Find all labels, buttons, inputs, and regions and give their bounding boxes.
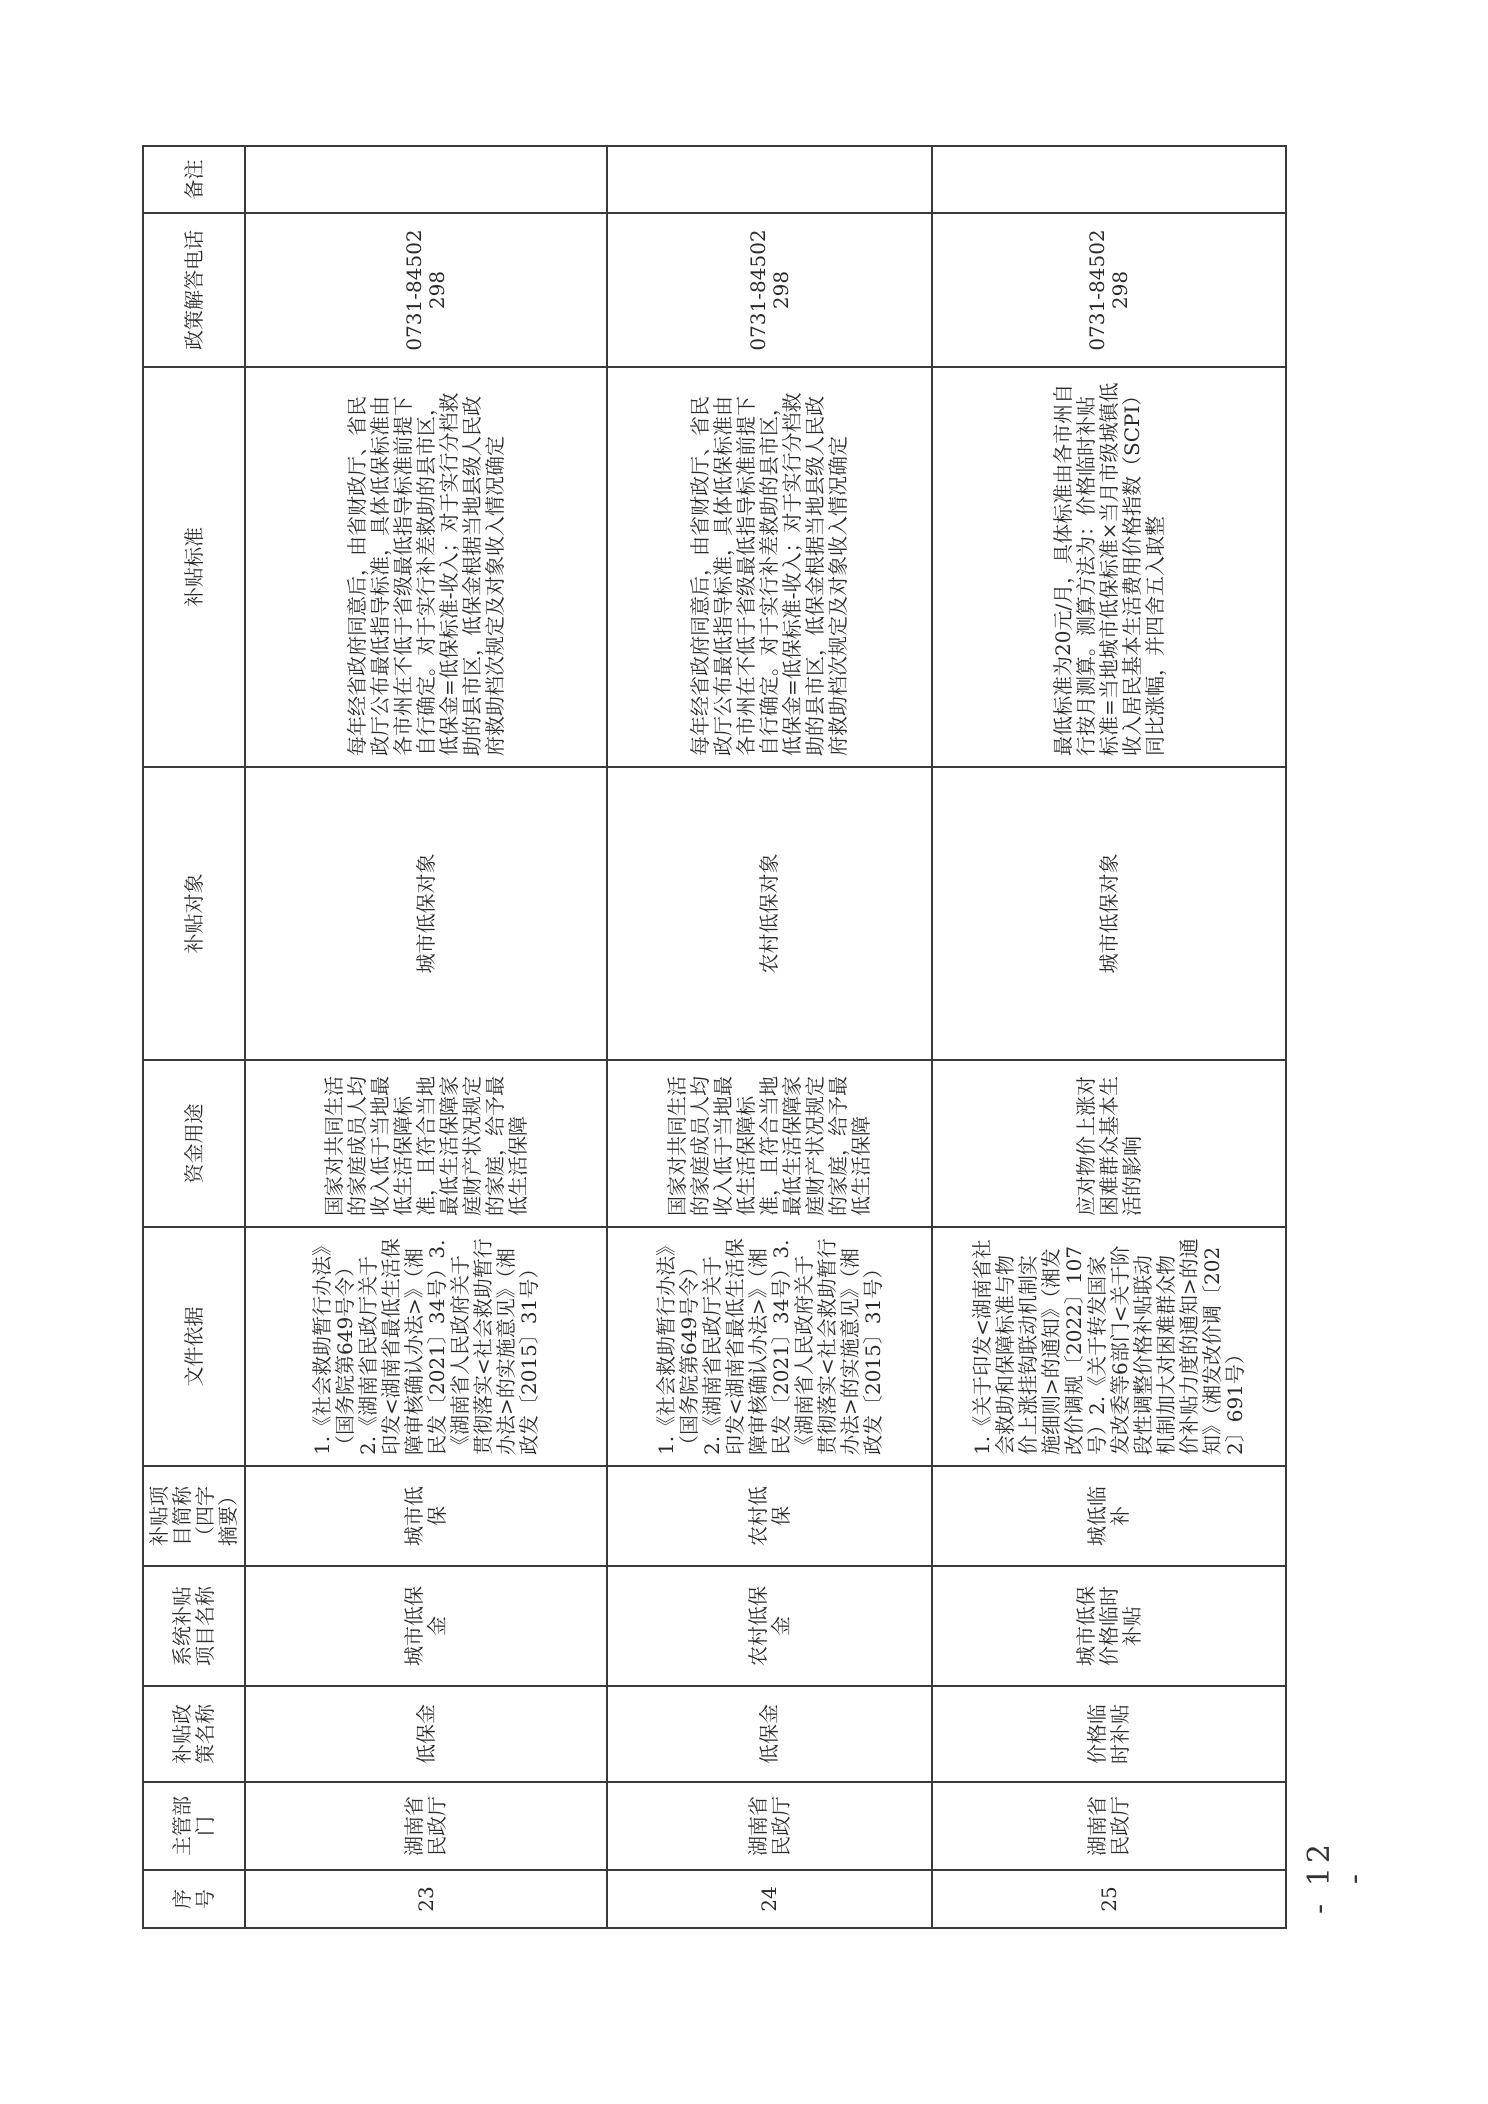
cell-short-name: 农村低保 (607, 1466, 932, 1566)
cell-use: 国家对共同生活的家庭成员人均收入低于当地最低生活保障标准，且符合当地最低生活保障家庭财产状况规定的家庭，给予最低生活保障 (607, 1060, 932, 1227)
cell-seq: 23 (245, 1870, 607, 1928)
header-system-name: 系统补贴项目名称 (143, 1566, 245, 1686)
cell-policy-name: 低保金 (245, 1686, 607, 1782)
page-number: - 12 - (1302, 1840, 1372, 1914)
cell-target: 城市低保对象 (245, 767, 607, 1060)
header-standard: 补贴标准 (143, 367, 245, 767)
header-row (143, 146, 245, 1928)
cell-policy-name: 价格临时补贴 (932, 1686, 1286, 1782)
header-seq: 序号 (143, 1870, 245, 1928)
header-basis: 文件依据 (143, 1227, 245, 1466)
table-row (932, 146, 1286, 1928)
cell-seq: 25 (932, 1870, 1286, 1928)
cell-system-name: 农村低保金 (607, 1566, 932, 1686)
cell-seq: 24 (607, 1870, 932, 1928)
cell-standard: 每年经省政府同意后，由省财政厅、省民政厅公布最低指导标准，具体低保标准由各市州在不低于省级最低指导标准前提下自行确定。对于实行补差救助的县市区，低保金=低保标准-收入；对于实行分档救助的县市区，低保金根据当地县级人民政府救助档次规定及对象收入情况确定 (245, 367, 607, 767)
header-dept: 主管部门 (143, 1782, 245, 1870)
header-remark: 备注 (143, 146, 245, 213)
rotated-page (142, 147, 1372, 1929)
cell-phone: 0731-84502298 (245, 213, 607, 367)
header-target: 补贴对象 (143, 767, 245, 1060)
cell-standard: 每年经省政府同意后，由省财政厅、省民政厅公布最低指导标准，具体低保标准由各市州在不低于省级最低指导标准前提下自行确定。对于实行补差救助的县市区，低保金=低保标准-收入；对于实行分档救助的县市区，低保金根据当地县级人民政府救助档次规定及对象收入情况确定 (607, 367, 932, 767)
cell-basis: 1.《社会救助暂行办法》（国务院第649号令）2.《湖南省民政厅关于印发<湖南省最低生活保障审核确认办法>》（湘民发〔2021〕34号）3.《湖南省人民政府关于贯彻落实<社会救助暂行办法>的实施意见》（湘政发〔2015〕31号） (245, 1227, 607, 1466)
table-row (607, 146, 932, 1928)
cell-remark (245, 146, 607, 213)
header-policy-name: 补贴政策名称 (143, 1686, 245, 1782)
cell-system-name: 城市低保金 (245, 1566, 607, 1686)
cell-dept: 湖南省民政厅 (607, 1782, 932, 1870)
cell-target: 农村低保对象 (607, 767, 932, 1060)
cell-use: 国家对共同生活的家庭成员人均收入低于当地最低生活保障标准，且符合当地最低生活保障家庭财产状况规定的家庭，给予最低生活保障 (245, 1060, 607, 1227)
cell-remark (607, 146, 932, 213)
cell-phone: 0731-84502298 (607, 213, 932, 367)
header-phone: 政策解答电话 (143, 213, 245, 367)
cell-policy-name: 低保金 (607, 1686, 932, 1782)
cell-system-name: 城市低保价格临时补贴 (932, 1566, 1286, 1686)
cell-basis: 1.《社会救助暂行办法》（国务院第649号令）2.《湖南省民政厅关于印发<湖南省最低生活保障审核确认办法>》（湘民发〔2021〕34号）3.《湖南省人民政府关于贯彻落实<社会救助暂行办法>的实施意见》（湘政发〔2015〕31号） (607, 1227, 932, 1466)
cell-standard: 最低标准为20元/月，具体标准由各市州自行按月测算。测算方法为：价格临时补贴标准=当地城市低保标准×当月市级城镇低收入居民基本生活费用价格指数（SCPI）同比涨幅，并四舍五入取整 (932, 367, 1286, 767)
cell-dept: 湖南省民政厅 (932, 1782, 1286, 1870)
cell-dept: 湖南省民政厅 (245, 1782, 607, 1870)
header-short-name: 补贴项目简称（四字摘要） (143, 1466, 245, 1566)
header-use: 资金用途 (143, 1060, 245, 1227)
subsidy-policy-table (142, 145, 1287, 1929)
table-row (245, 146, 607, 1928)
cell-use: 应对物价上涨对困难群众基本生活的影响 (932, 1060, 1286, 1227)
cell-short-name: 城市低保 (245, 1466, 607, 1566)
cell-target: 城市低保对象 (932, 767, 1286, 1060)
cell-phone: 0731-84502298 (932, 213, 1286, 367)
cell-short-name: 城低临补 (932, 1466, 1286, 1566)
cell-basis: 1.《关于印发<湖南省社会救助和保障标准与物价上涨挂钩联动机制实施细则>的通知》（湘发改价调规〔2022〕107号）2.《关于转发国家发改委等6部门<关于阶段性调整价格补贴联动机制加大对困难群众物价补贴力度的通知>的通知》（湘发改价调〔2022〕691号） (932, 1227, 1286, 1466)
cell-remark (932, 146, 1286, 213)
